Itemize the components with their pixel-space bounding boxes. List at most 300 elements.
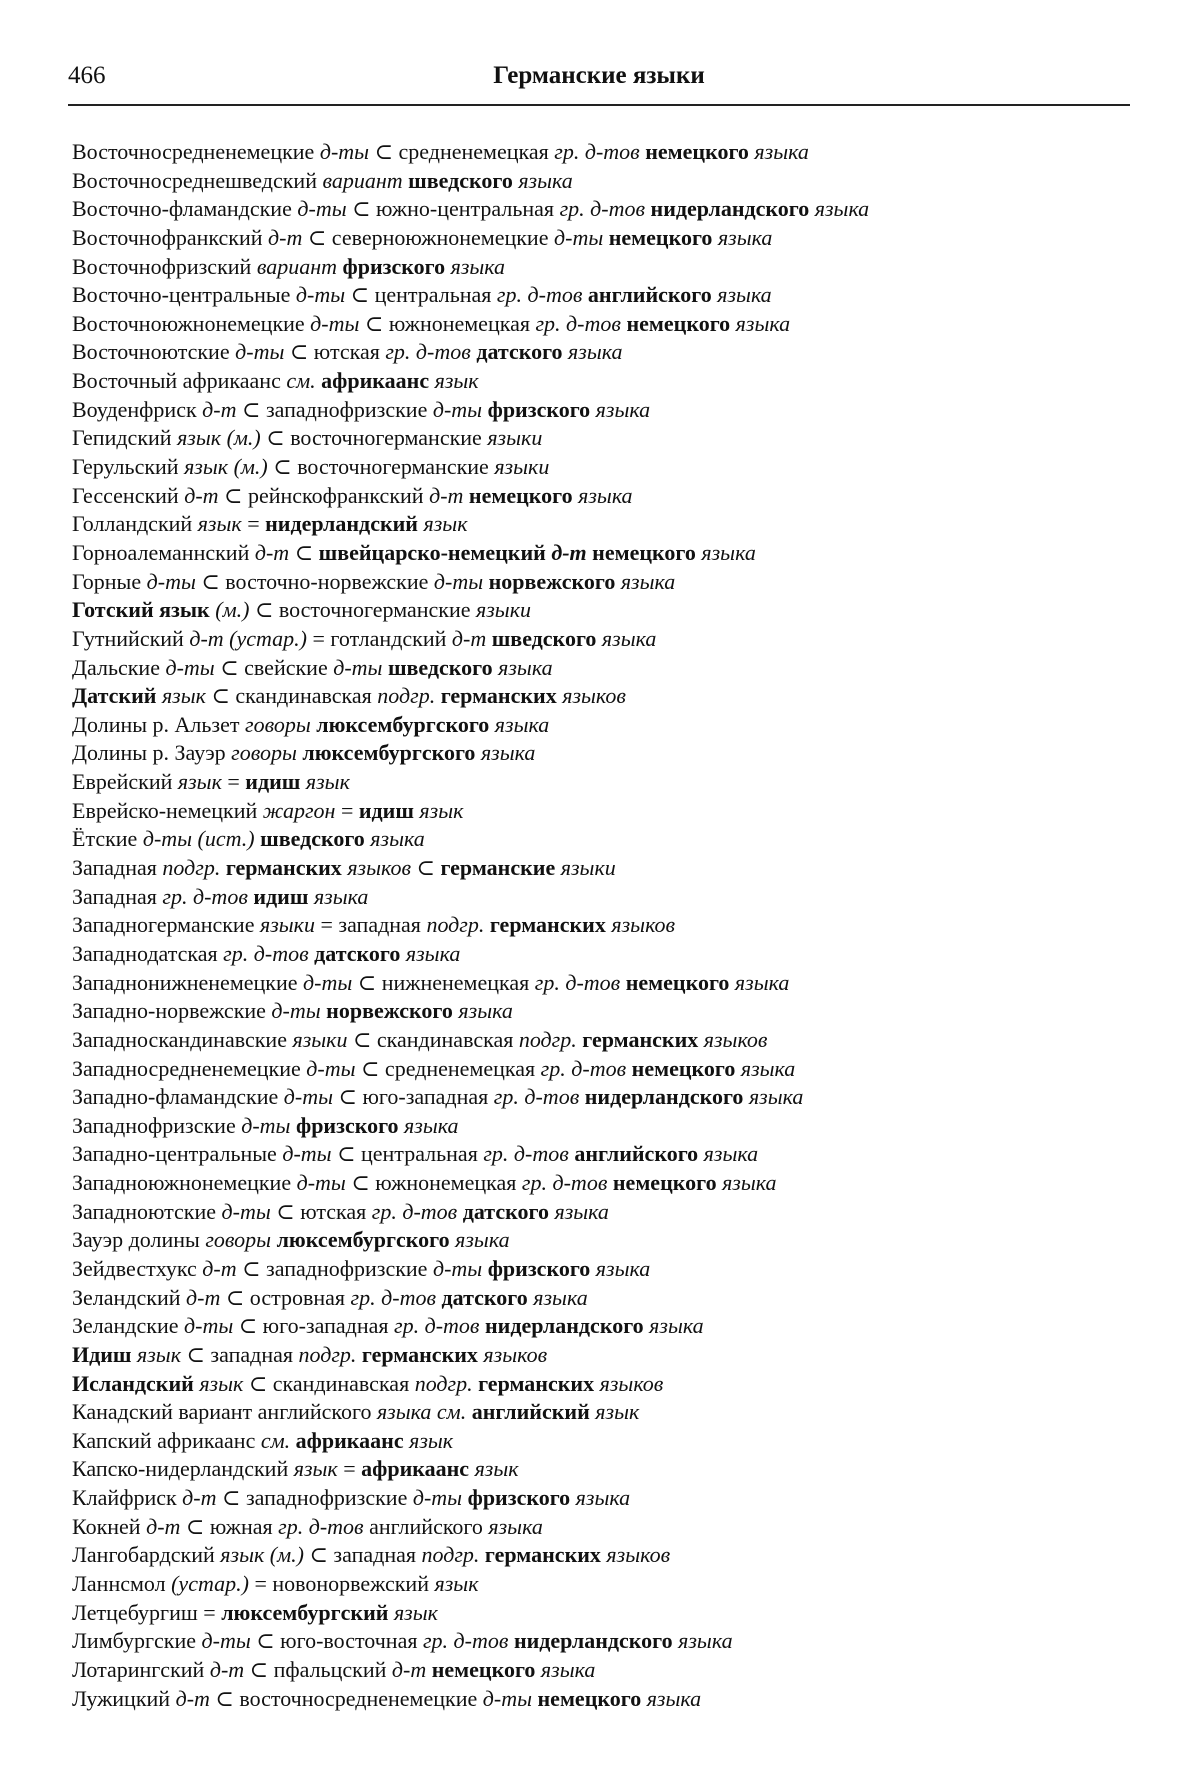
dictionary-entry: [72, 453, 1132, 482]
entry-segment: язык (м.): [177, 425, 261, 451]
entry-segment: д-ты: [184, 1313, 234, 1339]
entry-segment: гр. д-тов: [278, 1513, 364, 1539]
entry-segment: д-т: [391, 1656, 427, 1682]
entry-segment: ⊂ западнофризские: [216, 1485, 413, 1511]
entry-segment: языка: [754, 139, 809, 164]
entry-segment: африкаанс: [315, 368, 435, 394]
entry-list: [72, 138, 1132, 1713]
entry-segment: Западная: [72, 883, 163, 909]
dictionary-entry: [72, 1226, 1132, 1255]
dictionary-entry: [72, 1398, 1132, 1427]
entry-segment: ⊂ юго-западная: [233, 1313, 394, 1339]
entry-segment: Зауэр долины: [72, 1227, 206, 1253]
entry-segment: подгр.: [162, 855, 221, 881]
entry-segment: д-т: [451, 625, 487, 651]
dictionary-entry: [72, 1541, 1132, 1570]
entry-segment: Западнодатская: [72, 940, 224, 966]
entry-segment: нидерландского: [645, 196, 815, 222]
dictionary-entry: [72, 825, 1132, 854]
entry-segment: немецкого: [607, 1170, 723, 1196]
entry-segment: немецкого: [620, 310, 736, 336]
entry-segment: языка: [554, 1198, 609, 1224]
entry-segment: вариант: [256, 253, 338, 279]
dictionary-entry: [72, 396, 1132, 425]
page-header: [68, 62, 1130, 98]
entry-segment: нидерландский: [265, 511, 418, 537]
entry-segment: Капско-нидерландский: [72, 1456, 294, 1482]
entry-segment: Зейдвестхукс: [72, 1255, 203, 1281]
entry-segment: Западноюжнонемецкие: [72, 1170, 297, 1196]
dictionary-entry: [72, 1255, 1132, 1284]
page-number: 466: [68, 62, 106, 89]
entry-segment: ⊂ скандинавская: [243, 1370, 415, 1396]
entry-segment: датского: [436, 1284, 534, 1310]
entry-segment: Горноалеманнский: [72, 539, 255, 565]
entry-segment: язык (м.): [184, 454, 268, 480]
entry-segment: ⊂ северноюжнонемецкие: [302, 224, 554, 250]
entry-segment: люксембургского: [310, 711, 495, 737]
entry-segment: ⊂ восточносредненемецкие: [209, 1685, 483, 1711]
entry-segment: вариант: [322, 167, 403, 193]
entry-segment: швейцарско-немецкий: [318, 539, 552, 565]
entry-segment: ⊂ центральная: [345, 282, 497, 308]
dictionary-entry: [72, 797, 1132, 826]
entry-segment: ⊂ средненемецкая: [369, 139, 555, 164]
entry-segment: языка: [540, 1656, 596, 1682]
entry-segment: д-т: [184, 482, 219, 508]
entry-segment: Восточноютские: [72, 339, 236, 365]
entry-segment: языка: [518, 167, 573, 193]
entry-segment: язык: [469, 1456, 519, 1482]
entry-segment: = западная: [314, 912, 427, 938]
entry-segment: д-ты: [310, 310, 360, 336]
entry-segment: языка: [494, 711, 550, 737]
entry-segment: германских: [472, 1370, 600, 1396]
entry-segment: языка: [480, 740, 536, 766]
entry-segment: д-ты: [283, 1084, 334, 1110]
entry-segment: подгр.: [298, 1341, 357, 1367]
entry-segment: германских: [576, 1026, 704, 1052]
entry-segment: ⊂ западная: [304, 1542, 422, 1568]
entry-segment: Восточно-фламандские: [72, 196, 298, 222]
entry-segment: ⊂: [289, 539, 319, 565]
entry-segment: ⊂: [411, 855, 441, 881]
dictionary-entry: [72, 1370, 1132, 1399]
entry-segment: ⊂ южнонемецкая: [345, 1170, 522, 1196]
entry-segment: ⊂ юго-восточная: [250, 1628, 423, 1654]
entry-segment: немецкого: [603, 224, 718, 250]
dictionary-entry: [72, 1656, 1132, 1685]
entry-segment: ⊂ восточногерманские: [249, 597, 476, 623]
entry-segment: датского: [470, 339, 569, 365]
entry-segment: Дальские: [72, 654, 166, 680]
entry-segment: д-ты: [432, 1255, 483, 1281]
dictionary-entry: [72, 167, 1132, 196]
entry-segment: гр. д-тов: [493, 1084, 580, 1110]
entry-segment: языков: [347, 855, 412, 881]
entry-segment: Идиш: [72, 1341, 137, 1367]
entry-segment: Гутнийский: [72, 625, 190, 651]
dictionary-entry: [72, 682, 1132, 711]
dictionary-entry: [72, 1513, 1132, 1542]
entry-segment: д-ты: [295, 282, 346, 308]
entry-segment: гр. д-тов: [534, 969, 621, 995]
entry-segment: Западно-центральные: [72, 1141, 283, 1167]
entry-segment: д-ты: [306, 1055, 356, 1081]
entry-segment: языка: [735, 310, 791, 336]
entry-segment: языка: [748, 1084, 804, 1110]
entry-segment: ⊂ юго-западная: [333, 1084, 494, 1110]
entry-segment: гр. д-тов: [496, 282, 583, 308]
entry-segment: Летцебургиш =: [72, 1599, 222, 1625]
entry-segment: д-ты: [482, 1685, 532, 1711]
entry-segment: языка: [601, 625, 657, 651]
entry-segment: д-т: [202, 1255, 237, 1281]
entry-segment: д-т: [202, 396, 237, 422]
dictionary-entry: [72, 568, 1132, 597]
dictionary-entry: [72, 596, 1132, 625]
entry-segment: Лимбургские: [72, 1628, 202, 1654]
entry-segment: языка: [575, 1485, 631, 1511]
entry-segment: подгр.: [421, 1542, 480, 1568]
entry-segment: немецкого: [626, 1055, 741, 1081]
entry-segment: язык: [413, 797, 464, 823]
dictionary-entry: [72, 310, 1132, 339]
entry-segment: ⊂ южно-центральная: [346, 196, 560, 222]
entry-segment: идиш: [245, 769, 301, 795]
entry-segment: Гепидский: [72, 425, 178, 451]
entry-segment: д-т: [268, 224, 303, 250]
entry-segment: Восточносреднешведский: [72, 167, 323, 193]
dictionary-entry: [72, 911, 1132, 940]
entry-segment: Западносредненемецкие: [72, 1055, 307, 1081]
entry-segment: Восточноюжнонемецкие: [72, 310, 311, 336]
entry-segment: д-ты: [271, 998, 321, 1024]
entry-segment: немецкого: [532, 1685, 647, 1711]
entry-segment: ⊂ восточно-норвежские: [195, 568, 434, 594]
entry-segment: Западноскандинавские: [72, 1026, 293, 1052]
entry-segment: языка: [404, 1112, 459, 1138]
entry-segment: африкаанс: [361, 1456, 470, 1482]
entry-segment: (м.): [215, 597, 250, 623]
entry-segment: Западно-норвежские: [72, 998, 272, 1024]
entry-segment: ⊂ скандинавская: [205, 683, 378, 709]
entry-segment: английского: [363, 1513, 489, 1539]
dictionary-entry: [72, 1169, 1132, 1198]
entry-segment: д-т (устар.): [189, 625, 308, 651]
entry-segment: шведского: [402, 167, 519, 193]
entry-segment: подгр.: [426, 912, 485, 938]
entry-segment: ⊂ южная: [180, 1513, 279, 1539]
entry-segment: языки: [555, 855, 616, 881]
entry-segment: ⊂ западная: [181, 1341, 299, 1367]
entry-segment: Исландский: [72, 1370, 200, 1396]
entry-segment: д-ты: [433, 568, 484, 594]
dictionary-entry: [72, 854, 1132, 883]
entry-segment: языка: [458, 998, 513, 1024]
entry-segment: языка: [578, 482, 633, 508]
entry-segment: Ётские: [72, 826, 143, 852]
entry-segment: английского: [568, 1141, 704, 1167]
entry-segment: германских: [435, 683, 563, 709]
dictionary-entry: [72, 224, 1132, 253]
entry-segment: =: [221, 769, 246, 795]
entry-segment: язык: [197, 511, 242, 537]
entry-segment: гр. д-тов: [350, 1284, 437, 1310]
entry-segment: языков: [611, 912, 676, 938]
dictionary-entry: [72, 195, 1132, 224]
entry-segment: языка см.: [376, 1399, 467, 1425]
dictionary-entry: [72, 654, 1132, 683]
entry-segment: Долины р. Зауэр: [72, 740, 232, 766]
dictionary-entry: [72, 1140, 1132, 1169]
entry-segment: языка: [717, 224, 773, 250]
entry-segment: языка: [740, 1055, 796, 1081]
entry-segment: Долины р. Альзет: [72, 711, 245, 737]
entry-segment: Еврейский: [72, 769, 178, 795]
entry-segment: язык: [409, 1427, 454, 1453]
entry-segment: гр. д-тов: [559, 196, 646, 222]
dictionary-entry: [72, 482, 1132, 511]
entry-segment: языков: [599, 1370, 664, 1396]
dictionary-entry: [72, 138, 1132, 167]
entry-segment: гр. д-тов: [385, 339, 471, 365]
dictionary-entry: [72, 1198, 1132, 1227]
entry-segment: языка: [646, 1685, 702, 1711]
entry-segment: Капский африкаанс: [72, 1427, 261, 1453]
entry-segment: языки: [259, 912, 315, 938]
entry-segment: датского: [457, 1198, 555, 1224]
entry-segment: языка: [734, 969, 790, 995]
entry-segment: языков: [562, 683, 626, 709]
entry-segment: Западно-фламандские: [72, 1084, 284, 1110]
entry-segment: ⊂ западнофризские: [236, 396, 433, 422]
entry-segment: фризского: [482, 1255, 596, 1281]
dictionary-entry: [72, 768, 1132, 797]
entry-segment: язык: [199, 1370, 244, 1396]
entry-segment: гр. д-тов: [521, 1170, 608, 1196]
entry-segment: датского: [308, 940, 406, 966]
entry-segment: языка: [533, 1284, 588, 1310]
entry-segment: люксембургского: [271, 1227, 456, 1253]
entry-segment: шведского: [382, 654, 499, 680]
entry-segment: д-ты: [201, 1628, 251, 1654]
entry-segment: Кокней: [72, 1513, 147, 1539]
entry-segment: языка: [595, 396, 651, 422]
entry-segment: фризского: [337, 253, 451, 279]
entry-segment: Канадский вариант английского: [72, 1399, 377, 1425]
entry-segment: д-т: [175, 1685, 210, 1711]
dictionary-entry: [72, 338, 1132, 367]
dictionary-entry: [72, 424, 1132, 453]
entry-segment: д-ты (ист.): [142, 826, 255, 852]
entry-segment: д-ты: [412, 1485, 463, 1511]
entry-segment: фризского: [290, 1112, 405, 1138]
entry-segment: английского: [582, 282, 718, 308]
entry-segment: языка: [370, 826, 425, 852]
entry-segment: =: [241, 511, 266, 537]
entry-segment: гр. д-тов: [535, 310, 621, 336]
entry-segment: д-ты: [221, 1198, 271, 1224]
entry-segment: языка: [701, 539, 756, 565]
entry-segment: ⊂ средненемецкая: [355, 1055, 541, 1081]
running-title: Германские языки: [493, 62, 705, 89]
entry-segment: языки: [476, 597, 531, 623]
entry-segment: Западногерманские: [72, 912, 260, 938]
entry-segment: язык: [434, 1571, 479, 1597]
entry-segment: =: [337, 1456, 362, 1482]
entry-segment: Готский язык: [72, 597, 216, 623]
dictionary-entry: [72, 625, 1132, 654]
entry-segment: ⊂ нижненемецкая: [352, 969, 535, 995]
entry-segment: язык: [137, 1341, 181, 1367]
entry-segment: язык: [388, 1599, 438, 1625]
entry-segment: шведского: [254, 826, 371, 852]
entry-segment: фризского: [462, 1485, 576, 1511]
entry-segment: гр. д-тов: [162, 883, 248, 909]
dictionary-entry: [72, 1685, 1132, 1714]
entry-segment: языка: [488, 1513, 543, 1539]
entry-segment: языка: [649, 1313, 704, 1339]
entry-segment: гр. д-тов: [371, 1198, 458, 1224]
entry-segment: подгр.: [518, 1026, 577, 1052]
entry-segment: языка: [405, 940, 461, 966]
entry-segment: идиш: [358, 797, 414, 823]
entry-segment: немецкого: [620, 969, 735, 995]
entry-segment: гр. д-тов: [223, 940, 309, 966]
entry-segment: фризского: [482, 396, 596, 422]
entry-segment: Западная: [72, 855, 163, 881]
entry-segment: языка: [722, 1170, 777, 1196]
entry-segment: язык: [293, 1456, 338, 1482]
entry-segment: см.: [286, 368, 316, 394]
entry-segment: подгр.: [414, 1370, 473, 1396]
entry-segment: Восточнофризский: [72, 253, 257, 279]
entry-segment: д-ты: [235, 339, 285, 365]
entry-segment: д-ты: [333, 654, 383, 680]
entry-segment: ⊂ центральная: [331, 1141, 484, 1167]
entry-segment: д-ты: [241, 1112, 291, 1138]
entry-segment: германских: [356, 1341, 484, 1367]
entry-segment: Ланнсмол: [72, 1571, 172, 1597]
entry-segment: д-т: [254, 539, 290, 565]
dictionary-entry: [72, 1627, 1132, 1656]
entry-segment: германских: [484, 912, 612, 938]
entry-segment: немецкого: [586, 539, 702, 565]
entry-segment: языков: [606, 1542, 671, 1568]
dictionary-entry: [72, 1055, 1132, 1084]
entry-segment: гр. д-тов: [540, 1055, 627, 1081]
entry-segment: гр. д-тов: [483, 1141, 569, 1167]
entry-segment: Западнофризские: [72, 1112, 242, 1138]
entry-segment: язык (м.): [220, 1542, 304, 1568]
entry-segment: языков: [483, 1341, 548, 1367]
dictionary-entry: [72, 1026, 1132, 1055]
entry-segment: д-ты: [146, 568, 196, 594]
entry-segment: ⊂ пфальцский: [244, 1656, 392, 1682]
entry-segment: ⊂ южнонемецкая: [359, 310, 536, 336]
entry-segment: гр. д-тов: [393, 1313, 480, 1339]
entry-segment: африкаанс: [290, 1427, 410, 1453]
entry-segment: Восточный африкаанс: [72, 368, 287, 394]
entry-segment: говоры: [231, 740, 297, 766]
dictionary-entry: [72, 281, 1132, 310]
entry-segment: д-ты: [432, 396, 483, 422]
entry-segment: ⊂ восточногерманские: [267, 454, 495, 480]
entry-segment: Горные: [72, 568, 147, 594]
entry-segment: языка: [498, 654, 553, 680]
entry-segment: немецкого: [426, 1656, 541, 1682]
entry-segment: германских: [479, 1542, 607, 1568]
entry-segment: Клайфриск: [72, 1485, 183, 1511]
dictionary-entry: [72, 883, 1132, 912]
entry-segment: Лотарингский: [72, 1656, 210, 1682]
entry-segment: ⊂ скандинавская: [347, 1026, 519, 1052]
dictionary-entry: [72, 1570, 1132, 1599]
entry-segment: Герульский: [72, 454, 185, 480]
entry-segment: д-ты: [282, 1141, 332, 1167]
entry-segment: д-т: [429, 482, 464, 508]
dictionary-entry: [72, 969, 1132, 998]
entry-segment: ⊂ свейские: [214, 654, 334, 680]
entry-segment: Голландский: [72, 511, 198, 537]
entry-segment: ⊂ ютская: [270, 1198, 372, 1224]
entry-segment: люксембургский: [221, 1599, 389, 1625]
dictionary-entry: [72, 940, 1132, 969]
dictionary-entry: [72, 1484, 1132, 1513]
entry-segment: ⊂ ютская: [284, 339, 386, 365]
dictionary-entry: [72, 711, 1132, 740]
entry-segment: ⊂ восточногерманские: [260, 425, 488, 451]
entry-segment: д-ты: [165, 654, 215, 680]
entry-segment: Восточносредненемецкие: [72, 139, 320, 164]
entry-segment: = новонорвежский: [248, 1571, 435, 1597]
dictionary-entry: [72, 1341, 1132, 1370]
entry-segment: говоры: [245, 711, 311, 737]
entry-segment: норвежского: [483, 568, 621, 594]
entry-segment: языки: [494, 454, 550, 480]
entry-segment: шведского: [486, 625, 602, 651]
entry-segment: Западноютские: [72, 1198, 222, 1224]
entry-segment: язык: [177, 769, 222, 795]
entry-segment: Воуденфриск: [72, 396, 203, 422]
entry-segment: (устар.): [171, 1571, 249, 1597]
dictionary-entry: [72, 1455, 1132, 1484]
entry-segment: языка: [814, 196, 870, 222]
entry-segment: Зеландские: [72, 1313, 184, 1339]
entry-segment: д-ты: [296, 1170, 346, 1196]
entry-segment: Зеландский: [72, 1284, 186, 1310]
entry-segment: языка: [595, 1255, 651, 1281]
dictionary-entry: [72, 997, 1132, 1026]
entry-segment: языка: [703, 1141, 759, 1167]
entry-segment: д-т: [146, 1513, 181, 1539]
entry-segment: д-т: [182, 1485, 217, 1511]
dictionary-entry: [72, 510, 1132, 539]
entry-segment: гр. д-тов: [422, 1628, 509, 1654]
entry-segment: д-ты: [319, 139, 370, 164]
entry-segment: языка: [313, 883, 369, 909]
dictionary-entry: [72, 1312, 1132, 1341]
entry-segment: подгр.: [377, 683, 436, 709]
entry-segment: Западнонижненемецкие: [72, 969, 304, 995]
entry-segment: Лангобардский: [72, 1542, 221, 1568]
dictionary-entry: [72, 367, 1132, 396]
entry-segment: норвежского: [320, 998, 459, 1024]
entry-segment: ⊂ островная: [220, 1284, 351, 1310]
entry-segment: языки: [487, 425, 543, 451]
entry-segment: Восточно-центральные: [72, 282, 296, 308]
